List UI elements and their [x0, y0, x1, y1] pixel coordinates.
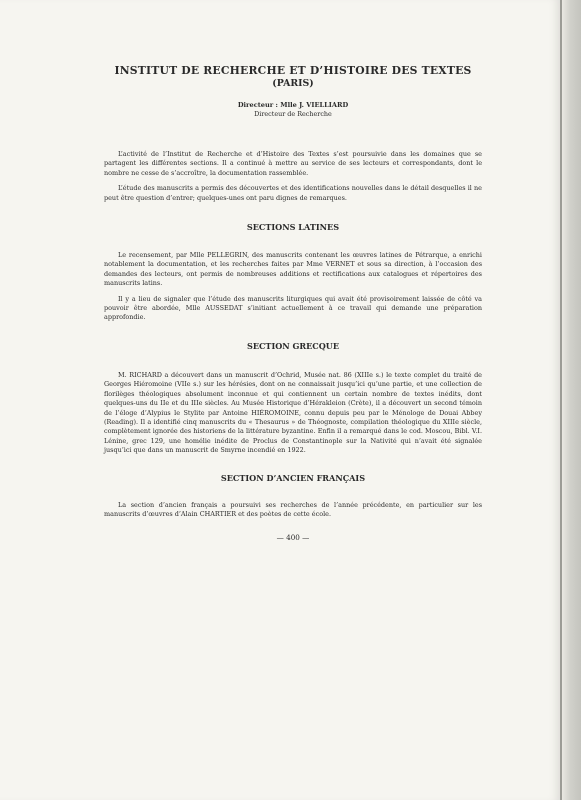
page-content: [104, 64, 482, 542]
section-heading-grecque: SECTION GRECQUE: [246, 340, 340, 351]
director-line: Directeur : Mlle J. VIELLIARD: [237, 101, 349, 109]
section-paragraph: Il y a lieu de signaler que l’étude des manuscrits liturgiques qui avait été provisoirement laissée de côté va pouvoir être abordée, Mlle AUSSEDAT s’initiant actuellement à ce travail qui demande une préparation approfondie.: [104, 294, 482, 322]
director-role: Directeur de Recherche: [254, 110, 332, 118]
section-paragraph: Le recensement, par Mlle PELLEGRIN, des manuscrits contenant les œuvres latines de Pétrarque, a enrichi notablement la documentation, et les recherches faites par Mme VERNET et sous sa direction, à l’occasion des demandes des lecteurs, ont permis de nombreuses additions et rectifications aux catalogues et répertoires des manuscrits latins.: [104, 251, 482, 288]
next-page-edge: [562, 0, 581, 800]
page-number: — 400 —: [276, 533, 310, 543]
section-heading-ancien-francais: SECTION D’ANCIEN FRANÇAIS: [220, 472, 366, 483]
intro-paragraph: L’étude des manuscrits a permis des découvertes et des identifications nouvelles dans le détail desquelles il ne peut être question d’entrer; quelques-unes ont paru dignes de remarques.: [104, 184, 482, 202]
section-paragraph: La section d’ancien français a poursuivi ses recherches de l’année précédente, en particulier sur les manuscrits d’œuvres d’Alain CHARTIER et des poètes de cette école.: [104, 500, 482, 518]
document-subtitle: (PARIS): [272, 78, 314, 89]
section-heading-latines: SECTIONS LATINES: [246, 222, 340, 233]
document-title: INSTITUT DE RECHERCHE ET D’HISTOIRE DES TEXTES: [114, 64, 472, 77]
intro-paragraph: L’activité de l’Institut de Recherche et d’Histoire des Textes s’est poursuivie dans les domaines que se partagent les différentes sections. Il a continué à mettre au service de ses lecteurs et correspondants, dont le nombre ne cesse de s’accroître, la documentation rassemblée.: [104, 150, 482, 177]
section-paragraph: M. RICHARD a découvert dans un manuscrit d’Ochrid, Musée nat. 86 (XIIIe s.) le texte complet du traité de Georges Hiéromoine (VIIe s.) sur les hérésies, dont on ne connaissait jusqu’ici qu’une partie, et une collection de florilèges théologiques absolument inconnue et qui contiennent un certain nombre de textes inédits, dont quelques-uns du IIe et du IIIe siècles. Au Musée Historique d’Hérakleion (Crète), il a découvert un second témoin de l’éloge d’Alypius le Stylite par Antoine HIÉROMOINE, connu depuis peu par le Ménologe de Douai Abbey (Reading). Il a identifié cinq manuscrits du « Thesaurus » de Théognoste, compilation théologique du XIIIe siècle, complètement ignorée des historiens de la littérature byzantine. Enfin il a remarqué dans le cod. Moscou, Bibl. V.I. Lénine, grec 129, une homélie inédite de Proclus de Constantinople sur la Nativité qui n’avait été signalée jusqu’ici que dans un manuscrit de Smyrne incendié en 1922.: [104, 370, 482, 455]
